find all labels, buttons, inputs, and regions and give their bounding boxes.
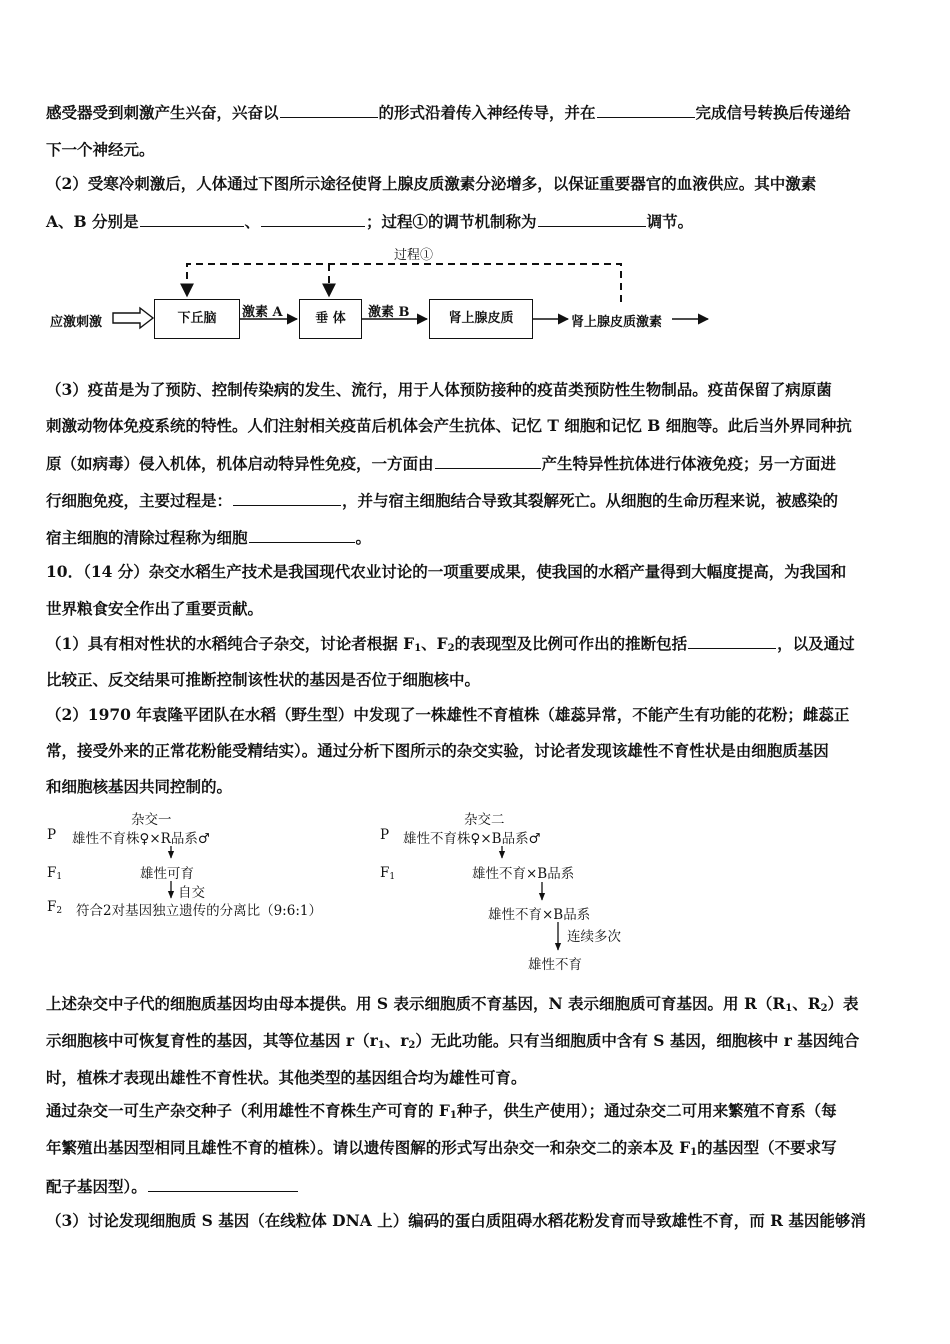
answer-blank[interactable]: [249, 527, 355, 543]
text-segment: 配子基因型）。: [46, 1177, 147, 1196]
process-label: 过程①: [394, 248, 434, 263]
text-line: 时，植株才表现出雄性不育性状。其他类型的基因组合均为雄性可育。: [46, 1068, 527, 1087]
cross1-p-text: 雄性不育株♀×R品系♂: [72, 831, 210, 847]
answer-blank[interactable]: [261, 211, 365, 227]
text-segment: 原（如病毒）侵入机体，机体启动特异性免疫，一方面由: [46, 454, 434, 473]
f2-letter: F: [47, 899, 57, 915]
text-segment: ，并与宿主细胞结合导致其裂解死亡。从细胞的生命历程来说，被感染的: [342, 491, 839, 510]
text-segment: 、F: [421, 634, 448, 653]
f1-letter: F: [47, 865, 57, 881]
f1-letter: F: [380, 865, 390, 881]
text-line: 下一个神经元。: [46, 140, 155, 159]
text-line: 刺激动物体免疫系统的特性。人们注射相关疫苗后机体会产生抗体、记忆 T 细胞和记忆 B 细胞等。此后当外界同种抗: [46, 416, 852, 435]
answer-blank[interactable]: [538, 211, 646, 227]
cross2-f1-text: 雄性不育×B品系: [472, 866, 575, 882]
text-segment: 完成信号转换后传递给: [695, 103, 851, 122]
text-line: 世界粮食安全作出了重要贡献。: [46, 599, 264, 618]
text-line: [46, 1138, 837, 1158]
pituitary-box: 垂 体: [299, 299, 362, 339]
question-10-line: 10．（14 分）杂交水稻生产技术是我国现代农业讨论的一项重要成果，使我国的水稻产量得到大幅度提高，为我国和: [46, 562, 847, 581]
text-segment: 、r: [384, 1031, 409, 1050]
subscript: 1: [377, 1040, 385, 1051]
answer-blank[interactable]: [148, 1176, 298, 1192]
subscript: 2: [408, 1040, 416, 1051]
text-segment: 的基因型（不要求写: [697, 1138, 837, 1157]
cross1-f2-text: 符合2对基因独立遗传的分离比（9:6:1）: [76, 903, 322, 919]
text-segment: 宿主细胞的清除过程称为细胞: [46, 528, 248, 547]
text-segment: 行细胞免疫，主要过程是：: [46, 491, 233, 510]
subscript: 1: [414, 643, 422, 654]
cross1-selfing-label: 自交: [178, 885, 205, 901]
adrenal-cortex-box: 肾上腺皮质: [429, 299, 533, 339]
text-line: [46, 211, 693, 232]
cross1-title: 杂交一: [131, 812, 172, 828]
text-line: 常，接受外来的正常花粉能受精结实）。通过分析下图所示的杂交实验，讨论者发现该雄性不育性状是由细胞质基因: [46, 741, 829, 760]
text-segment: 调节。: [646, 212, 694, 231]
text-line: [46, 453, 836, 474]
text-line: [46, 994, 859, 1014]
text-line: [46, 633, 855, 654]
cross2-repeat-label: 连续多次: [567, 929, 621, 945]
text-line: 比较正、反交结果可推断控制该性状的基因是否位于细胞核中。: [46, 670, 481, 689]
text-segment: 种子，供生产使用）；通过杂交二可用来繁殖不育系（每: [456, 1101, 837, 1120]
text-segment: 、: [244, 212, 261, 231]
cross1-p-label: P: [47, 827, 57, 843]
text-segment: 、R: [792, 994, 821, 1013]
text-line: [46, 1176, 299, 1197]
text-segment: ）无此功能。只有当细胞质中含有 S 基因，细胞核中 r 基因纯合: [415, 1031, 860, 1050]
cross2-p-label: P: [380, 827, 390, 843]
text-segment: 上述杂交中子代的细胞质基因均由母本提供。用 S 表示细胞质不育基因，N 表示细胞质可育基因。用 R（R: [46, 994, 786, 1013]
feedback-line: [187, 264, 621, 302]
answer-blank[interactable]: [233, 490, 341, 506]
hormone-b-label: 激素 B: [368, 305, 410, 320]
text-line: [46, 1101, 837, 1121]
text-line: （3）讨论发现细胞质 S 基因（在线粒体 DNA 上）编码的蛋白质阻碍水稻花粉发育而导致雄性不育，而 R 基因能够消: [46, 1211, 866, 1230]
cross2-next-text: 雄性不育×B品系: [488, 907, 591, 923]
answer-blank[interactable]: [435, 453, 541, 469]
cross2-final-text: 雄性不育: [528, 957, 582, 973]
question-2-line: （2）受寒冷刺激后，人体通过下图所示途径使肾上腺皮质激素分泌增多，以保证重要器官的血液供应。其中激素: [46, 174, 817, 193]
text-segment: 的形式沿着传入神经传导，并在: [378, 103, 596, 122]
subscript: 2: [447, 643, 455, 654]
hypothalamus-box: 下丘脑: [154, 299, 240, 339]
text-segment: （1）具有相对性状的水稻纯合子杂交，讨论者根据 F: [46, 634, 415, 653]
text-segment: 的表现型及比例可作出的推断包括: [454, 634, 688, 653]
text-line: [46, 490, 838, 511]
cross-arrows: [0, 800, 950, 975]
cross1-f1-text: 雄性可育: [140, 866, 194, 882]
text-segment: 年繁殖出基因型相同且雄性不育的植株）。请以遗传图解的形式写出杂交一和杂交二的亲本及 F: [46, 1138, 691, 1157]
text-line: [46, 102, 851, 123]
cross2-p-text: 雄性不育株♀×B品系♂: [403, 831, 541, 847]
subscript: 1: [389, 872, 396, 882]
question-3-line: （3）疫苗是为了预防、控制传染病的发生、流行，用于人体预防接种的疫苗类预防性生物制品。疫苗保留了病原菌: [46, 380, 832, 399]
text-segment: 通过杂交一可生产杂交种子（利用雄性不育株生产可育的 F: [46, 1101, 450, 1120]
subscript: 1: [56, 872, 63, 882]
text-segment: ）表: [827, 994, 859, 1013]
text-line: [46, 527, 371, 548]
stimulus-label: 应激刺激: [50, 315, 103, 330]
text-segment: 示细胞核中可恢复育性的基因，其等位基因 r（r: [46, 1031, 378, 1050]
hormone-a-label: 激素 A: [242, 305, 283, 320]
subscript: 1: [785, 1003, 793, 1014]
subscript: 2: [820, 1003, 828, 1014]
subscript: 2: [56, 906, 63, 916]
text-line: [46, 1031, 859, 1051]
text-segment: A、B 分别是: [46, 212, 139, 231]
subscript: 1: [449, 1110, 457, 1121]
cross2-title: 杂交二: [464, 812, 505, 828]
answer-blank[interactable]: [597, 102, 695, 118]
text-segment: 。: [355, 528, 372, 547]
output-label: 肾上腺皮质激素: [571, 315, 663, 330]
answer-blank[interactable]: [280, 102, 378, 118]
text-segment: ；过程①的调节机制称为: [366, 212, 537, 231]
text-line: 和细胞核基因共同控制的。: [46, 777, 233, 796]
answer-blank[interactable]: [688, 633, 776, 649]
answer-blank[interactable]: [140, 211, 244, 227]
text-line: （2）1970 年袁隆平团队在水稻（野生型）中发现了一株雄性不育植株（雄蕊异常，不能产生有功能的花粉；雌蕊正: [46, 705, 850, 724]
text-segment: 感受器受到刺激产生兴奋，兴奋以: [46, 103, 279, 122]
text-segment: ，以及通过: [777, 634, 855, 653]
stimulus-arrow-icon: [113, 308, 153, 328]
text-segment: 产生特异性抗体进行体液免疫；另一方面进: [541, 454, 837, 473]
subscript: 1: [690, 1147, 698, 1158]
